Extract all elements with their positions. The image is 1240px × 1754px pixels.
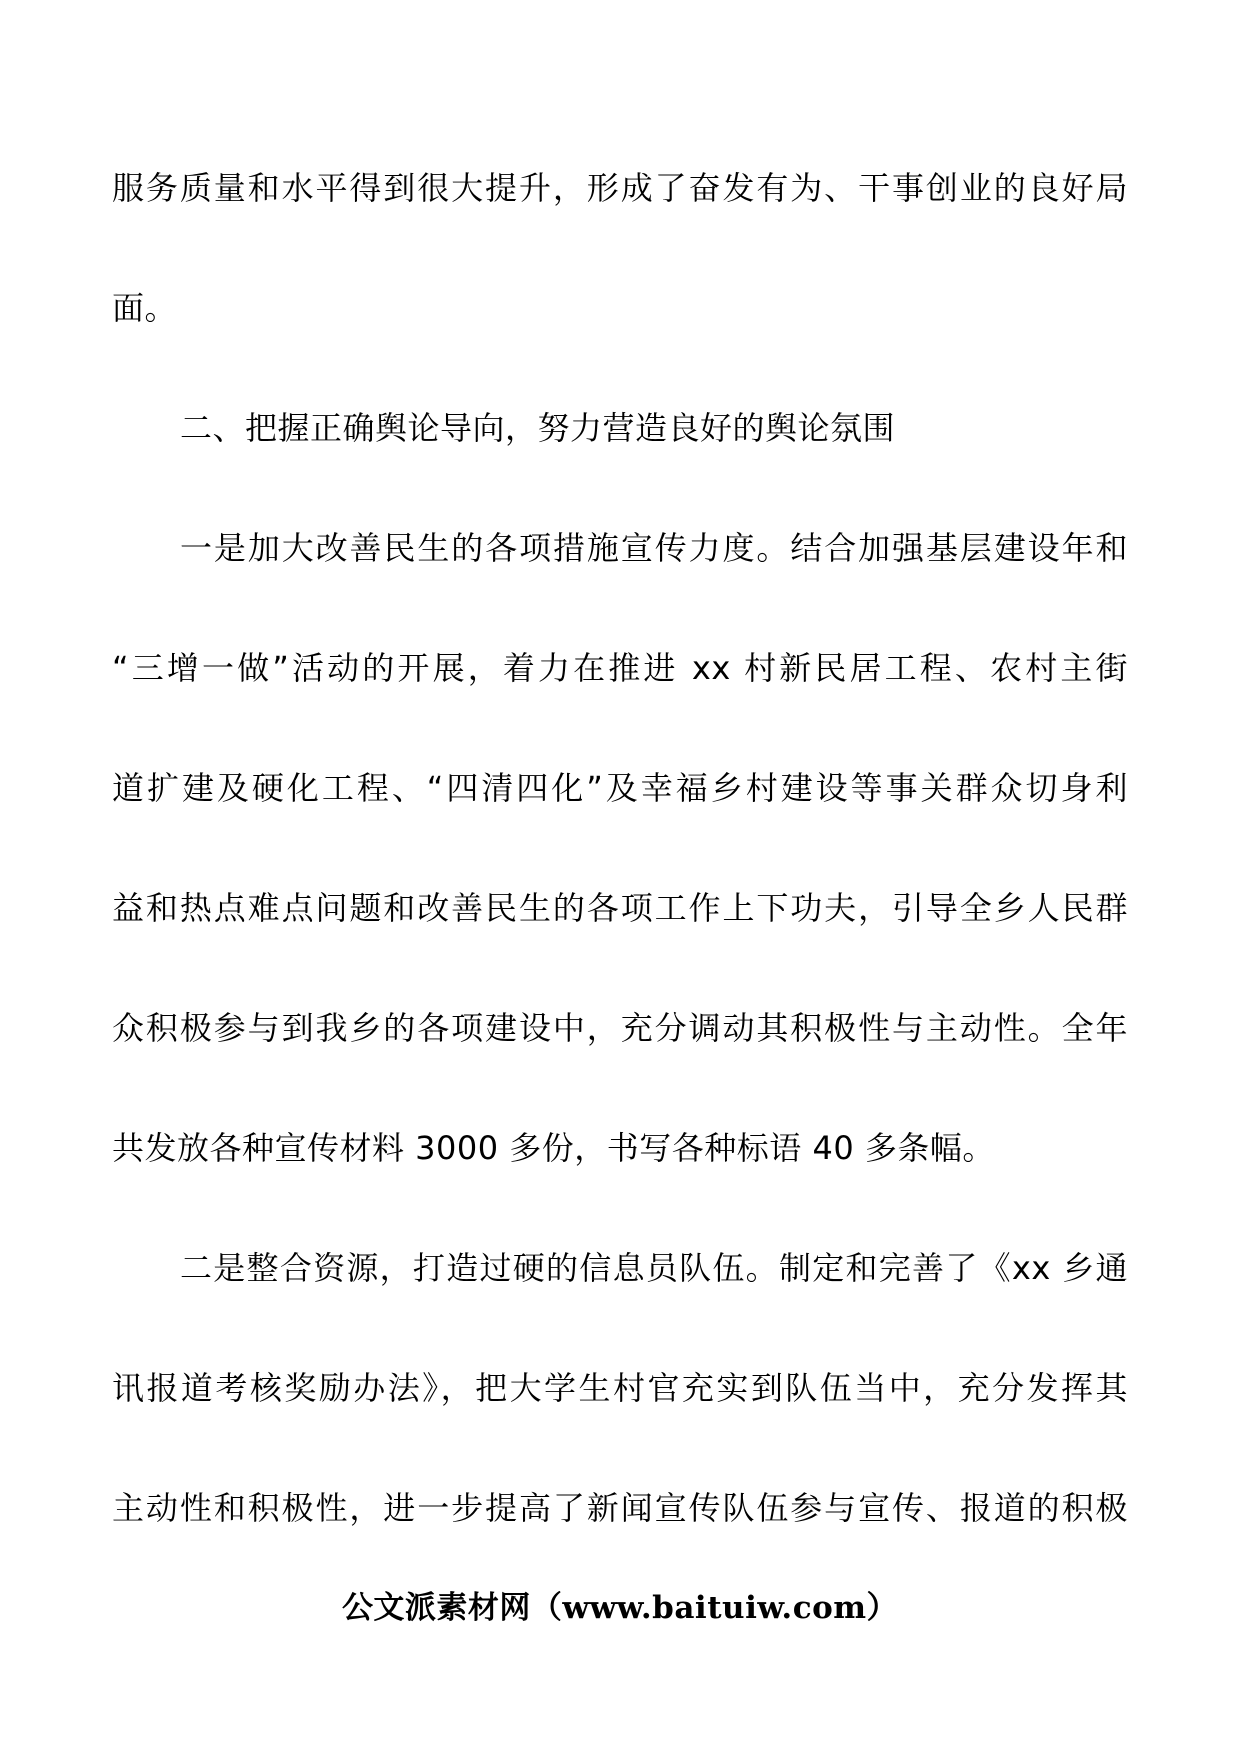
paragraph-line: 共发放各种宣传材料 3000 多份，书写各种标语 40 多条幅。 [112,1129,995,1167]
paragraph-line: 面。 [112,289,178,327]
paragraph-line: 一是加大改善民生的各项措施宣传力度。结合加强基层建设年和 [180,529,1128,567]
section-heading: 二、把握正确舆论导向，努力营造良好的舆论氛围 [180,409,896,447]
page-footer: 公文派素材网（www.baituiw.com） [341,1590,899,1626]
paragraph-line: 服务质量和水平得到很大提升，形成了奋发有为、干事创业的良好局 [112,169,1128,207]
paragraph-line: 众积极参与到我乡的各项建设中，充分调动其积极性与主动性。全年 [112,1009,1128,1047]
paragraph-line: 道扩建及硬化工程、“四清四化”及幸福乡村建设等事关群众切身利 [112,769,1128,807]
paragraph-line: “三增一做”活动的开展，着力在推进 xx 村新民居工程、农村主街 [112,649,1128,687]
paragraph-line: 二是整合资源，打造过硬的信息员队伍。制定和完善了《xx 乡通 [180,1249,1128,1287]
paragraph-line: 讯报道考核奖励办法》，把大学生村官充实到队伍当中，充分发挥其 [112,1369,1128,1407]
document-body [112,128,1128,1568]
paragraph-line: 益和热点难点问题和改善民生的各项工作上下功夫，引导全乡人民群 [112,889,1128,927]
paragraph-line: 主动性和积极性，进一步提高了新闻宣传队伍参与宣传、报道的积极 [112,1489,1128,1527]
